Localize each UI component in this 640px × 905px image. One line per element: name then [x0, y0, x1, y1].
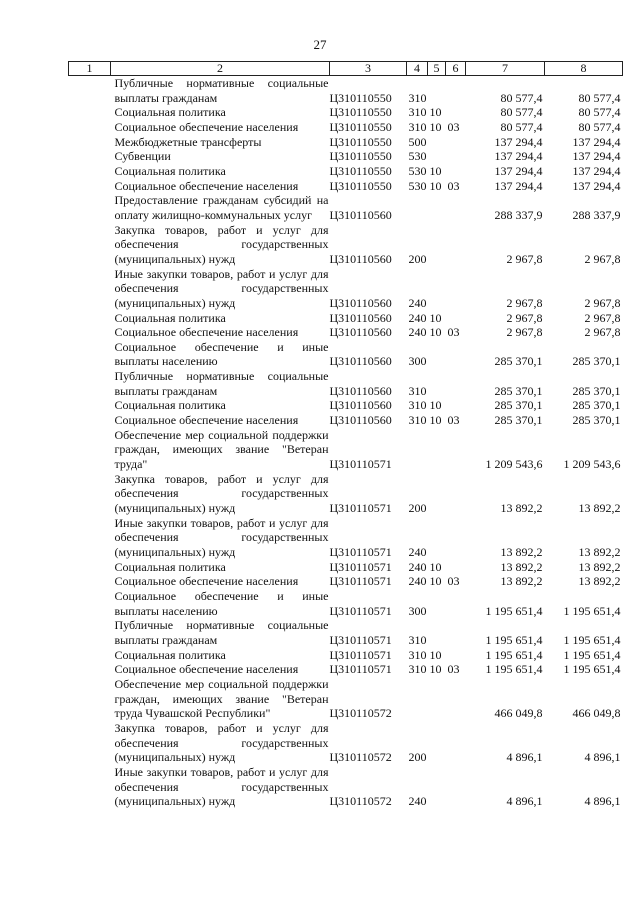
row-target-code: Ц310110571: [329, 457, 392, 472]
row-amount-1: 80 577,4: [500, 90, 543, 105]
row-amount-1: 285 370,1: [494, 383, 543, 398]
row-amount-2: 285 370,1: [572, 354, 621, 369]
row-blank-cell: [69, 721, 111, 765]
row-target-code: Ц310110572: [329, 750, 392, 765]
row-amount-2: 80 577,4: [578, 119, 621, 134]
row-target-code: Ц310110571: [329, 632, 392, 647]
row-section: [428, 618, 446, 647]
row-amount-1: 137 294,4: [494, 178, 543, 193]
row-subsection: [446, 135, 466, 150]
row-subsection: [446, 516, 466, 560]
row-section: [428, 677, 446, 721]
row-subsection: [446, 311, 466, 326]
row-subsection: [446, 398, 466, 413]
header-col-8: 8: [545, 62, 623, 76]
row-name: Социальное обеспечение населения: [114, 574, 299, 589]
table-header: [69, 62, 623, 76]
row-expense-type: 200: [408, 251, 427, 266]
row-blank-cell: [69, 135, 111, 150]
row-blank-cell: [69, 223, 111, 267]
row-expense-type: 240: [408, 325, 427, 340]
row-subsection: 03: [447, 325, 460, 340]
row-target-code: Ц310110560: [329, 413, 392, 428]
row-subsection: [446, 193, 466, 222]
row-amount-1: 288 337,9: [494, 207, 543, 222]
budget-table: [68, 61, 623, 809]
row-amount-1: 80 577,4: [500, 105, 543, 120]
table-row: [69, 516, 623, 560]
row-amount-2: 13 892,2: [578, 574, 621, 589]
row-blank-cell: [69, 267, 111, 311]
row-amount-2: 4 896,1: [584, 794, 621, 809]
row-section: 10: [429, 574, 442, 589]
row-section: [428, 340, 446, 369]
row-expense-type: 310: [408, 662, 427, 677]
header-col-7: 7: [466, 62, 545, 76]
table-row: [69, 149, 623, 164]
row-amount-2: 1 209 543,6: [563, 457, 621, 472]
row-expense-type: 500: [408, 134, 427, 149]
row-blank-cell: [69, 648, 111, 663]
row-expense-type: 310: [408, 647, 427, 662]
row-name: Публичные нормативные социальные выплаты гражданам: [114, 618, 329, 647]
row-section: [428, 135, 446, 150]
table-body: [69, 76, 623, 809]
row-subsection: [446, 589, 466, 618]
row-blank-cell: [69, 677, 111, 721]
header-col-4: 4: [407, 62, 428, 76]
row-amount-2: 13 892,2: [578, 501, 621, 516]
row-target-code: Ц310110550: [329, 149, 392, 164]
row-amount-1: 1 195 651,4: [485, 632, 543, 647]
row-amount-1: 13 892,2: [500, 559, 543, 574]
row-amount-1: 466 049,8: [494, 706, 543, 721]
table-row: [69, 325, 623, 340]
row-section: [428, 472, 446, 516]
row-name: Социальная политика: [114, 163, 226, 178]
row-expense-type: 240: [408, 574, 427, 589]
row-amount-2: 137 294,4: [572, 149, 621, 164]
row-section: 10: [429, 325, 442, 340]
row-amount-2: 2 967,8: [584, 325, 621, 340]
row-amount-1: 1 209 543,6: [485, 457, 543, 472]
row-amount-1: 80 577,4: [500, 119, 543, 134]
header-col-2: 2: [111, 62, 330, 76]
page-number: 27: [313, 37, 327, 52]
row-subsection: [446, 149, 466, 164]
row-amount-2: 137 294,4: [572, 178, 621, 193]
row-amount-2: 2 967,8: [584, 295, 621, 310]
row-amount-2: 1 195 651,4: [563, 647, 621, 662]
row-blank-cell: [69, 398, 111, 413]
row-name: Социальное обеспечение населения: [114, 178, 299, 193]
row-expense-type: 240: [408, 310, 427, 325]
row-target-code: Ц310110571: [329, 662, 392, 677]
table-row: [69, 662, 623, 677]
row-target-code: Ц310110571: [329, 501, 392, 516]
row-name: Обеспечение мер социальной поддержки граждан, имеющих звание "Ветеран труда": [114, 427, 329, 472]
row-name: Социальная политика: [114, 398, 226, 413]
table-row: [69, 648, 623, 663]
row-blank-cell: [69, 574, 111, 589]
row-expense-type: 240: [408, 545, 427, 559]
table-row: [69, 413, 623, 428]
row-expense-type: [407, 428, 428, 472]
table-row: [69, 340, 623, 369]
row-amount-2: 80 577,4: [578, 90, 621, 105]
row-blank-cell: [69, 662, 111, 677]
row-section: 10: [429, 559, 442, 574]
row-amount-2: 285 370,1: [572, 413, 621, 428]
row-expense-type: 200: [408, 501, 427, 516]
table-row: [69, 267, 623, 311]
row-expense-type: [407, 193, 428, 222]
row-amount-1: 285 370,1: [494, 413, 543, 428]
row-name: Социальная политика: [114, 647, 226, 662]
row-section: 10: [429, 119, 442, 134]
row-amount-1: 13 892,2: [500, 574, 543, 589]
row-blank-cell: [69, 120, 111, 135]
row-target-code: Ц310110571: [329, 545, 392, 559]
table-row: [69, 618, 623, 647]
row-expense-type: 310: [408, 383, 427, 398]
row-blank-cell: [69, 369, 111, 398]
row-expense-type: 530: [408, 178, 427, 193]
row-name: Закупка товаров, работ и услуг для обеспечения государственных (муниципальных) нужд: [114, 471, 329, 516]
row-amount-2: 13 892,2: [578, 545, 621, 559]
table-row: [69, 589, 623, 618]
row-name: Межбюджетные трансферты: [114, 134, 262, 149]
row-section: [428, 149, 446, 164]
row-target-code: Ц310110571: [329, 603, 392, 618]
row-amount-2: 4 896,1: [584, 750, 621, 765]
table-row: [69, 472, 623, 516]
row-amount-1: 285 370,1: [494, 354, 543, 369]
row-section: 10: [429, 163, 442, 178]
row-amount-1: 13 892,2: [500, 545, 543, 559]
table-row: [69, 135, 623, 150]
row-subsection: [446, 428, 466, 472]
row-target-code: Ц310110572: [329, 706, 392, 721]
row-expense-type: 310: [408, 119, 427, 134]
row-subsection: [446, 340, 466, 369]
row-blank-cell: [69, 76, 111, 106]
row-amount-1: 2 967,8: [506, 325, 543, 340]
row-expense-type: 310: [408, 398, 427, 413]
row-target-code: Ц310110560: [329, 325, 392, 340]
row-name: Иные закупки товаров, работ и услуг для обеспечения государственных (муниципальных) нужд: [114, 266, 329, 310]
row-blank-cell: [69, 618, 111, 647]
row-amount-2: 2 967,8: [584, 251, 621, 266]
row-expense-type: 530: [408, 163, 427, 178]
row-amount-2: 137 294,4: [572, 163, 621, 178]
table-row: [69, 193, 623, 222]
row-target-code: Ц310110571: [329, 647, 392, 662]
row-name: Социальное обеспечение населения: [114, 119, 299, 134]
row-target-code: Ц310110550: [329, 119, 392, 134]
row-amount-2: 137 294,4: [572, 134, 621, 149]
row-amount-2: 1 195 651,4: [563, 603, 621, 618]
row-amount-2: 285 370,1: [572, 398, 621, 413]
row-name: Закупка товаров, работ и услуг для обеспечения государственных (муниципальных) нужд: [114, 222, 329, 266]
row-section: [428, 369, 446, 398]
row-target-code: Ц310110550: [329, 105, 392, 120]
row-subsection: [446, 560, 466, 575]
row-name: Социальная политика: [114, 310, 226, 325]
header-col-5: 5: [428, 62, 446, 76]
row-subsection: 03: [447, 413, 460, 428]
row-target-code: Ц310110550: [329, 134, 392, 149]
row-name: Социальное обеспечение населения: [114, 325, 299, 340]
row-section: 10: [429, 398, 442, 413]
row-subsection: [446, 105, 466, 120]
row-subsection: [446, 648, 466, 663]
table-row: [69, 677, 623, 721]
table-row: [69, 765, 623, 809]
row-target-code: Ц310110560: [329, 295, 392, 310]
row-blank-cell: [69, 340, 111, 369]
row-amount-2: 80 577,4: [578, 105, 621, 120]
row-subsection: [446, 472, 466, 516]
row-target-code: Ц310110560: [329, 354, 392, 369]
row-amount-2: 2 967,8: [584, 310, 621, 325]
row-blank-cell: [69, 179, 111, 194]
row-section: [428, 223, 446, 267]
row-target-code: Ц310110560: [329, 310, 392, 325]
row-expense-type: 530: [408, 149, 427, 164]
header-col-3: 3: [330, 62, 407, 76]
row-target-code: Ц310110571: [329, 574, 392, 589]
row-section: [428, 76, 446, 106]
row-section: [428, 589, 446, 618]
row-blank-cell: [69, 472, 111, 516]
row-subsection: 03: [447, 178, 460, 193]
row-subsection: [446, 76, 466, 106]
row-amount-2: 466 049,8: [572, 706, 621, 721]
row-amount-2: 285 370,1: [572, 383, 621, 398]
row-blank-cell: [69, 589, 111, 618]
row-name: Социальное обеспечение населения: [114, 662, 299, 677]
row-section: 10: [429, 178, 442, 193]
row-expense-type: 240: [408, 794, 427, 809]
table-row: [69, 164, 623, 179]
row-amount-2: 288 337,9: [572, 207, 621, 222]
row-target-code: Ц310110571: [329, 559, 392, 574]
row-name: Социальное обеспечение населения: [114, 413, 299, 428]
row-target-code: Ц310110560: [329, 207, 392, 222]
row-name: Предоставление гражданам субсидий на оплату жилищно-коммунальных услуг: [114, 193, 329, 222]
row-section: 10: [429, 310, 442, 325]
row-subsection: [446, 164, 466, 179]
row-blank-cell: [69, 193, 111, 222]
table-row: [69, 369, 623, 398]
row-name: Иные закупки товаров, работ и услуг для обеспечения государственных (муниципальных) нужд: [114, 515, 329, 559]
row-target-code: Ц310110550: [329, 178, 392, 193]
header-row: [69, 62, 623, 76]
row-section: 10: [429, 662, 442, 677]
row-target-code: Ц310110560: [329, 383, 392, 398]
row-subsection: [446, 369, 466, 398]
row-section: [428, 721, 446, 765]
row-amount-1: 1 195 651,4: [485, 603, 543, 618]
row-subsection: 03: [447, 119, 460, 134]
row-subsection: [446, 765, 466, 809]
row-amount-1: 1 195 651,4: [485, 662, 543, 677]
row-blank-cell: [69, 164, 111, 179]
row-section: 10: [429, 647, 442, 662]
row-expense-type: 200: [408, 750, 427, 765]
row-target-code: Ц310110560: [329, 398, 392, 413]
row-expense-type: 240: [408, 559, 427, 574]
row-amount-1: 137 294,4: [494, 149, 543, 164]
row-target-code: Ц310110572: [329, 794, 392, 809]
table-row: [69, 179, 623, 194]
table-row: [69, 574, 623, 589]
header-col-6: 6: [446, 62, 466, 76]
row-amount-1: 137 294,4: [494, 134, 543, 149]
row-blank-cell: [69, 311, 111, 326]
table-row: [69, 398, 623, 413]
row-amount-2: 1 195 651,4: [563, 632, 621, 647]
row-amount-1: 285 370,1: [494, 398, 543, 413]
row-subsection: [446, 618, 466, 647]
row-section: [428, 267, 446, 311]
row-blank-cell: [69, 560, 111, 575]
row-blank-cell: [69, 765, 111, 809]
row-amount-2: 1 195 651,4: [563, 662, 621, 677]
row-amount-1: 13 892,2: [500, 501, 543, 516]
row-section: [428, 193, 446, 222]
table-row: [69, 120, 623, 135]
row-target-code: Ц310110560: [329, 251, 392, 266]
row-expense-type: 310: [408, 413, 427, 428]
row-target-code: Ц310110550: [329, 163, 392, 178]
row-name: Субвенции: [114, 149, 171, 164]
row-blank-cell: [69, 413, 111, 428]
table-row: [69, 105, 623, 120]
row-name: Публичные нормативные социальные выплаты гражданам: [114, 369, 329, 398]
table-row: [69, 560, 623, 575]
row-expense-type: [407, 677, 428, 721]
row-section: [428, 765, 446, 809]
row-amount-1: 137 294,4: [494, 163, 543, 178]
row-name: Социальное обеспечение и иные выплаты населению: [114, 588, 329, 618]
row-name: Обеспечение мер социальной поддержки граждан, имеющих звание "Ветеран труда Чувашской Республики": [114, 676, 329, 721]
row-section: [428, 428, 446, 472]
row-expense-type: 240: [408, 295, 427, 310]
row-amount-1: 2 967,8: [506, 310, 543, 325]
row-section: 10: [429, 105, 442, 120]
table-row: [69, 76, 623, 106]
row-blank-cell: [69, 516, 111, 560]
row-expense-type: 310: [408, 90, 427, 105]
row-section: 10: [429, 413, 442, 428]
row-subsection: 03: [447, 662, 460, 677]
table-row: [69, 428, 623, 472]
row-blank-cell: [69, 428, 111, 472]
row-amount-1: 4 896,1: [506, 750, 543, 765]
row-name: Иные закупки товаров, работ и услуг для обеспечения государственных (муниципальных) нужд: [114, 764, 329, 809]
row-blank-cell: [69, 325, 111, 340]
row-subsection: [446, 677, 466, 721]
row-expense-type: 310: [408, 105, 427, 120]
row-name: Социальная политика: [114, 559, 226, 574]
table-row: [69, 721, 623, 765]
row-target-code: Ц310110550: [329, 90, 392, 105]
row-amount-2: 13 892,2: [578, 559, 621, 574]
row-name: Публичные нормативные социальные выплаты гражданам: [114, 76, 329, 105]
row-amount-1: 4 896,1: [506, 794, 543, 809]
row-amount-1: 2 967,8: [506, 295, 543, 310]
row-expense-type: 300: [408, 603, 427, 618]
row-subsection: [446, 223, 466, 267]
header-col-1: 1: [69, 62, 111, 76]
row-amount-1: 1 195 651,4: [485, 647, 543, 662]
row-name: Социальное обеспечение и иные выплаты населению: [114, 339, 329, 369]
table-row: [69, 311, 623, 326]
row-subsection: [446, 721, 466, 765]
row-name: Социальная политика: [114, 105, 226, 120]
row-blank-cell: [69, 105, 111, 120]
row-subsection: [446, 267, 466, 311]
row-blank-cell: [69, 149, 111, 164]
row-expense-type: 300: [408, 354, 427, 369]
row-name: Закупка товаров, работ и услуг для обеспечения государственных (муниципальных) нужд: [114, 720, 329, 765]
row-section: [428, 516, 446, 560]
row-expense-type: 310: [408, 632, 427, 647]
row-amount-1: 2 967,8: [506, 251, 543, 266]
table-row: [69, 223, 623, 267]
row-subsection: 03: [447, 574, 460, 589]
